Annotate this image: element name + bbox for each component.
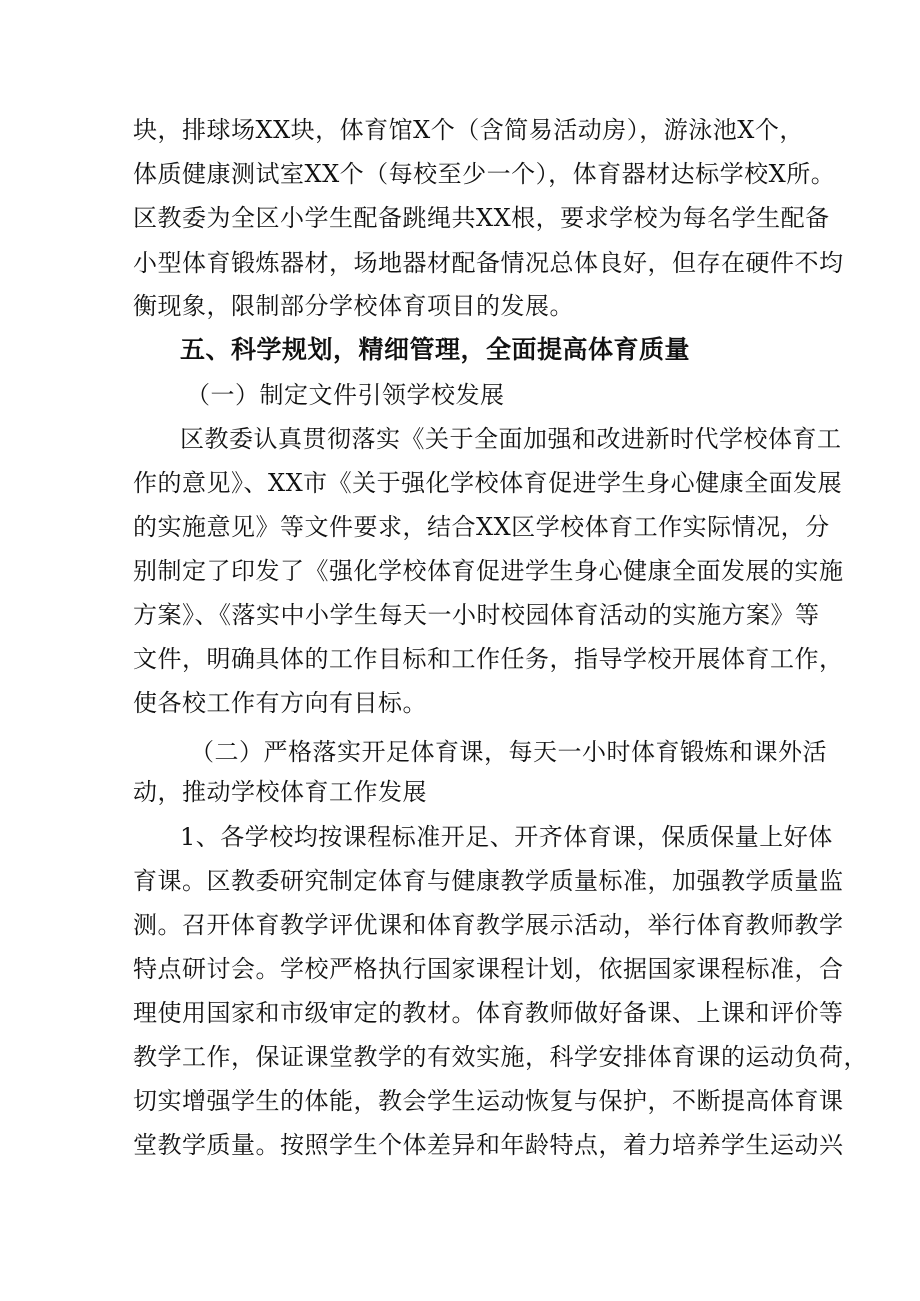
text-line: 方案》、《落实中小学生每天一小时校园体育活动的实施方案》等 — [133, 601, 820, 629]
text-line: 文件，明确具体的工作目标和工作任务，指导学校开展体育工作， — [133, 645, 844, 673]
text-line: 块，排球场XX块，体育馆X个（含简易活动房），游泳池X个， — [133, 116, 804, 144]
text-line: 使各校工作有方向有目标。 — [133, 689, 427, 717]
section-heading: 五、科学规划，精细管理，全面提高体育质量 — [180, 335, 691, 364]
text-line: 特点研讨会。学校严格执行国家课程计划，依据国家课程标准，合 — [133, 955, 844, 983]
text-line: 的实施意见》等文件要求，结合XX区学校体育工作实际情况，分 — [133, 513, 830, 541]
text-line: 别制定了印发了《强化学校体育促进学生身心健康全面发展的实施 — [133, 557, 844, 585]
text-line: 体质健康测试室XX个（每校至少一个），体育器材达标学校X所。 — [133, 160, 836, 188]
text-line: 教学工作，保证课堂教学的有效实施，科学安排体育课的运动负荷， — [133, 1043, 868, 1071]
text-line: 作的意见》、XX市《关于强化学校体育促进学生身心健康全面发展 — [133, 469, 843, 497]
text-line: 切实增强学生的体能，教会学生运动恢复与保护，不断提高体育课 — [133, 1087, 844, 1115]
text-line: 区教委认真贯彻落实《关于全面加强和改进新时代学校体育工 — [180, 425, 842, 453]
text-line: 堂教学质量。按照学生个体差异和年龄特点，着力培养学生运动兴 — [133, 1131, 844, 1159]
subheading-1: （一）制定文件引领学校发展 — [186, 381, 505, 409]
text-line: 理使用国家和市级审定的教材。体育教师做好备课、上课和评价等 — [133, 999, 844, 1027]
text-line: 动，推动学校体育工作发展 — [133, 778, 427, 806]
text-line: 1、各学校均按课程标准开足、开齐体育课，保质保量上好体 — [180, 823, 833, 851]
text-line: 衡现象，限制部分学校体育项目的发展。 — [133, 292, 574, 320]
text-line: 小型体育锻炼器材，场地器材配备情况总体良好，但存在硬件不均 — [133, 249, 844, 277]
text-line: 测。召开体育教学评优课和体育教学展示活动，举行体育教师教学 — [133, 911, 844, 939]
text-line: 育课。区教委研究制定体育与健康教学质量标准，加强教学质量监 — [133, 867, 844, 895]
text-line: 区教委为全区小学生配备跳绳共XX根，要求学校为每名学生配备 — [133, 204, 830, 232]
text-line: （二）严格落实开足体育课，每天一小时体育锻炼和课外活 — [190, 738, 827, 766]
